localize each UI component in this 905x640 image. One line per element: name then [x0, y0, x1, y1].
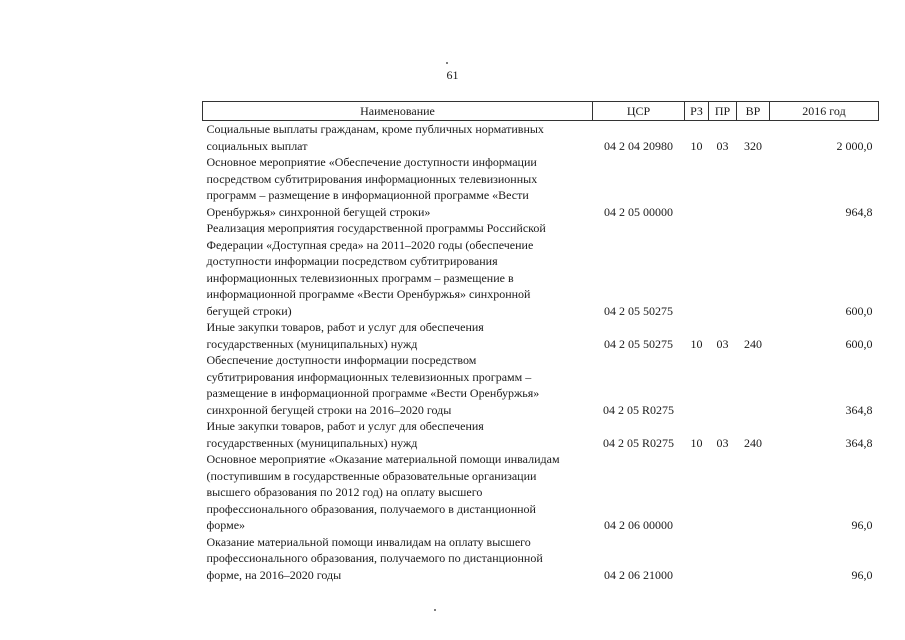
row-name — [203, 418, 593, 451]
row-name — [203, 154, 593, 220]
table-row — [203, 154, 879, 220]
row-rz: 10 — [690, 336, 703, 351]
row-csr: 04 2 05 50275 — [604, 336, 673, 351]
row-name — [203, 451, 593, 534]
row-amount: 964,8 — [845, 204, 873, 219]
header-rz: РЗ — [685, 102, 709, 121]
row-name-line: государственных (муниципальных) нужд — [206, 336, 418, 351]
row-rz — [685, 451, 709, 534]
row-name-line: Оказание материальной помощи инвалидам на оплату высшего — [206, 534, 531, 549]
row-rz — [685, 534, 709, 584]
table-row — [203, 534, 879, 584]
row-amount: 364,8 — [845, 402, 873, 417]
row-name-line: синхронной бегущей строки на 2016–2020 годы — [206, 402, 452, 417]
row-name-line: бегущей строки) — [206, 303, 292, 318]
row-rz: 10 — [690, 138, 703, 153]
scan-speck — [434, 609, 436, 611]
row-name-line: социальных выплат — [206, 138, 308, 153]
row-pr: 03 — [716, 336, 729, 351]
row-vr — [737, 352, 770, 418]
table-row — [203, 121, 879, 155]
row-name-line: (поступившим в государственные образовательные организации — [206, 468, 537, 483]
row-name-line: субтитрирования информационных телевизионных программ – — [206, 369, 532, 384]
row-name-line: Оренбуржья» синхронной бегущей строки» — [206, 204, 431, 219]
row-name — [203, 319, 593, 352]
table-row — [203, 319, 879, 352]
table-row — [203, 220, 879, 319]
row-pr: 03 — [716, 138, 729, 153]
row-amount: 600,0 — [845, 303, 873, 318]
row-name-line: государственных (муниципальных) нужд — [206, 435, 418, 450]
row-vr — [737, 220, 770, 319]
row-vr — [737, 154, 770, 220]
row-name-line: профессионального образования, получаемого по дистанционной — [206, 551, 543, 565]
table-row — [203, 451, 879, 534]
row-vr: 320 — [744, 138, 762, 153]
row-name-line: высшего образования по 2012 год) на оплату высшего — [206, 485, 483, 499]
row-name-line: Основное мероприятие «Оказание материальной помощи инвалидам — [206, 452, 560, 466]
row-name-line: профессионального образования, получаемого в дистанционной — [206, 501, 536, 516]
row-amount: 364,8 — [845, 435, 873, 450]
row-rz: 10 — [690, 435, 703, 450]
row-amount: 96,0 — [851, 518, 873, 532]
row-name — [203, 220, 593, 319]
row-pr: 03 — [716, 435, 729, 450]
row-vr: 240 — [744, 336, 762, 351]
row-name — [203, 352, 593, 418]
row-name-line: Реализация мероприятия государственной программы Российской — [206, 221, 546, 235]
row-name-line: посредством субтитрирования информационных телевизионных — [206, 171, 538, 186]
header-vr: ВР — [737, 102, 770, 121]
row-name-line: Федерации «Доступная среда» на 2011–2020 годы (обеспечение — [206, 237, 534, 252]
header-name: Наименование — [203, 102, 593, 121]
row-rz — [685, 154, 709, 220]
row-csr: 04 2 06 00000 — [604, 518, 673, 532]
budget-table — [202, 101, 879, 583]
row-pr — [709, 451, 737, 534]
row-name-line: размещение в информационной программе «Вести Оренбуржья» — [206, 386, 540, 400]
row-csr: 04 2 04 20980 — [604, 138, 673, 153]
row-vr: 240 — [744, 435, 762, 450]
row-name-line: Обеспечение доступности информации посредством — [206, 353, 477, 367]
row-name-line: информационных телевизионных программ – размещение в — [206, 270, 514, 285]
row-name-line: программ – размещение в информационной программе «Вести — [206, 188, 529, 202]
row-name-line: доступности информации посредством субтитрирования — [206, 254, 498, 268]
table-header-row — [203, 102, 879, 121]
row-vr — [737, 534, 770, 584]
row-rz — [685, 352, 709, 418]
row-amount: 600,0 — [845, 336, 873, 351]
header-year: 2016 год — [770, 102, 879, 121]
page-number: 61 — [446, 68, 459, 82]
row-pr — [709, 534, 737, 584]
row-pr — [709, 352, 737, 418]
header-csr: ЦСР — [593, 102, 685, 121]
row-name-line: Социальные выплаты гражданам, кроме публичных нормативных — [206, 122, 544, 136]
row-pr — [709, 220, 737, 319]
row-amount: 2 000,0 — [836, 138, 873, 153]
row-name-line: Иные закупки товаров, работ и услуг для обеспечения — [206, 320, 484, 334]
row-csr: 04 2 05 50275 — [604, 303, 673, 318]
table-row — [203, 418, 879, 451]
row-csr: 04 2 05 00000 — [604, 204, 673, 219]
row-name-line: Иные закупки товаров, работ и услуг для обеспечения — [206, 419, 484, 433]
header-pr: ПР — [709, 102, 737, 121]
row-name-line: форме, на 2016–2020 годы — [206, 567, 342, 582]
row-rz — [685, 220, 709, 319]
row-name-line: информационной программе «Вести Оренбуржья» синхронной — [206, 287, 531, 301]
row-name — [203, 534, 593, 584]
row-amount: 96,0 — [851, 567, 873, 582]
row-csr: 04 2 05 R0275 — [602, 402, 674, 417]
row-csr: 04 2 06 21000 — [604, 567, 673, 582]
row-vr — [737, 451, 770, 534]
table-row — [203, 352, 879, 418]
row-name-line: форме» — [206, 518, 246, 532]
row-csr: 04 2 05 R0275 — [602, 435, 674, 450]
scan-speck — [446, 62, 448, 64]
row-name — [203, 121, 593, 155]
row-pr — [709, 154, 737, 220]
row-name-line: Основное мероприятие «Обеспечение доступности информации — [206, 155, 537, 169]
